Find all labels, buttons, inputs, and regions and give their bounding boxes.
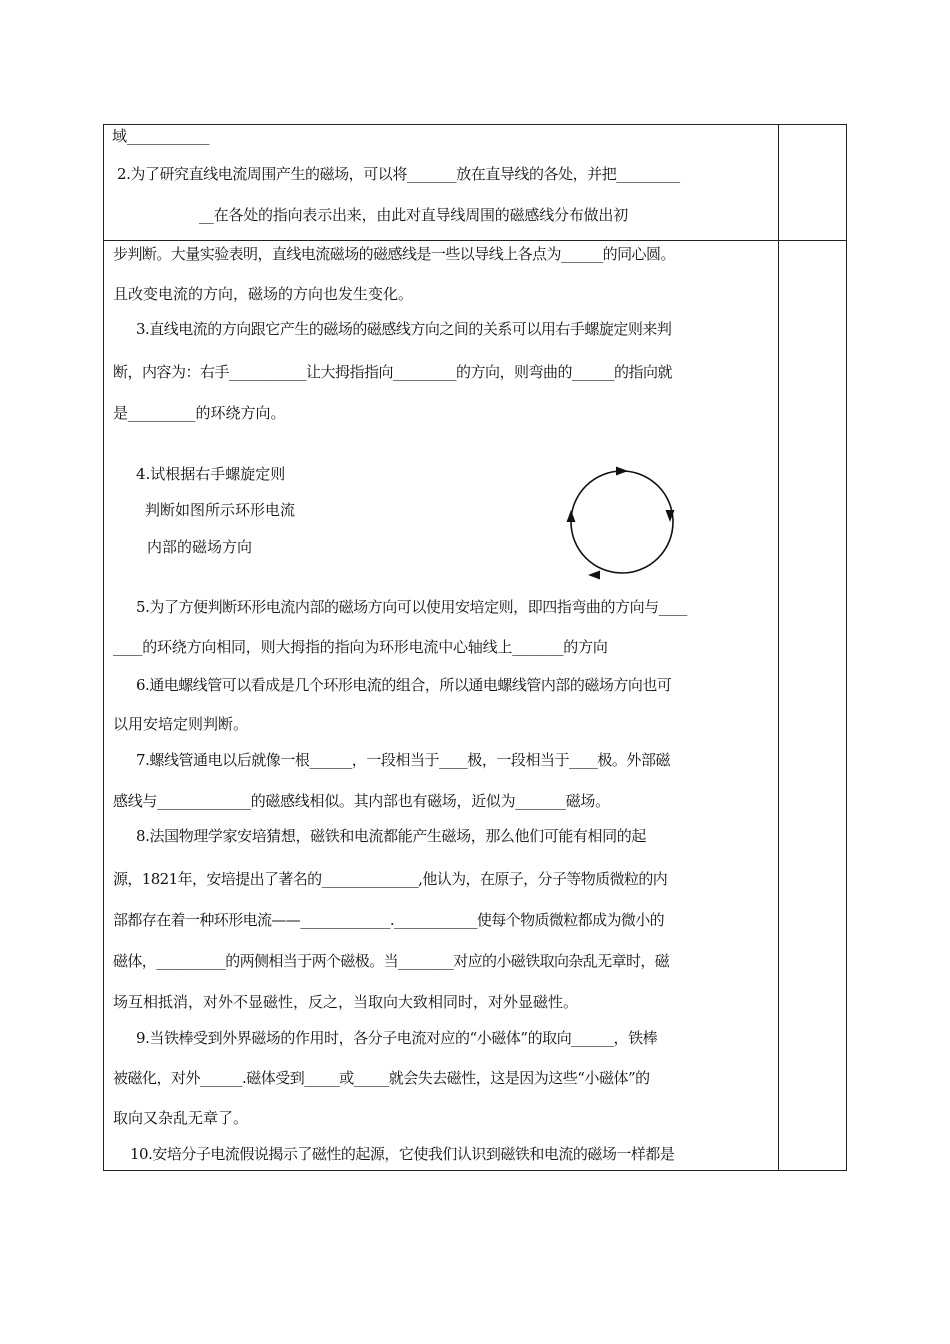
- current-arrow-bottom: [588, 571, 600, 580]
- text-line: 源，1821年，安培提出了著名的______________,他认为，在原子，分子等物质微粒的内: [113, 870, 668, 888]
- text-line: 内部的磁场方向: [147, 538, 253, 556]
- text-line: 3.直线电流的方向跟它产生的磁场的磁感线方向之间的关系可以用右手螺旋定则来判: [136, 320, 672, 338]
- text-line: 2.为了研究直线电流周围产生的磁场，可以将_______放在直导线的各处，并把_________: [117, 165, 680, 183]
- text-line: 感线与_____________的磁感线相似。其内部也有磁场，近似为_______磁场。: [113, 792, 610, 810]
- text-line: 磁体，__________的两侧相当于两个磁极。当________对应的小磁铁取向杂乱无章时，磁: [113, 952, 670, 970]
- current-arrow-left: [567, 510, 576, 522]
- text-line: __在各处的指向表示出来，由此对直导线周围的磁感线分布做出初: [199, 206, 629, 224]
- column-divider: [778, 124, 779, 1171]
- text-line: 4.试根据右手螺旋定则: [136, 465, 286, 483]
- text-line: ____的环绕方向相同，则大拇指的指向为环形电流中心轴线上_______的方向: [113, 638, 608, 656]
- text-line: 被磁化，对外______.磁体受到_____或_____就会失去磁性，这是因为这些“小磁体”的: [113, 1069, 650, 1087]
- text-line: 且改变电流的方向，磁场的方向也发生变化。: [113, 285, 414, 303]
- ring-current-diagram: [560, 460, 690, 590]
- text-line: 步判断。大量实验表明，直线电流磁场的磁感线是一些以导线上各点为______的同心圆。: [113, 245, 675, 263]
- text-line: 10.安培分子电流假说揭示了磁性的起源，它使我们认识到磁铁和电流的磁场一样都是: [130, 1145, 675, 1163]
- ring-current-loop: [571, 471, 673, 573]
- current-arrow-top: [616, 467, 628, 476]
- row-divider: [103, 240, 847, 241]
- text-line: 以用安培定则判断。: [113, 715, 249, 733]
- text-line: 7.螺线管通电以后就像一根______，一段相当于____极，一段相当于____极。外部磁: [136, 751, 671, 769]
- text-line: 是_________的环绕方向。: [113, 404, 286, 422]
- text-line: 5.为了方便判断环形电流内部的磁场方向可以使用安培定则，即四指弯曲的方向与____: [136, 598, 687, 616]
- text-line: 断，内容为：右手___________让大拇指指向_________的方向，则弯曲的______的指向就: [113, 363, 673, 381]
- text-line: 取向又杂乱无章了。: [113, 1109, 249, 1127]
- text-line: 8.法国物理学家安培猜想，磁铁和电流都能产生磁场，那么他们可能有相同的起: [136, 827, 646, 845]
- text-line: 6.通电螺线管可以看成是几个环形电流的组合，所以通电螺线管内部的磁场方向也可: [136, 676, 672, 694]
- text-line: 域___________: [112, 127, 210, 145]
- text-line: 部都存在着一种环形电流——_____________.____________使每个物质微粒都成为微小的: [113, 911, 665, 929]
- text-line: 9.当铁棒受到外界磁场的作用时，各分子电流对应的“小磁体”的取向______，铁棒: [136, 1029, 658, 1047]
- text-line: 场互相抵消，对外不显磁性，反之，当取向大致相同时，对外显磁性。: [113, 993, 579, 1011]
- text-line: 判断如图所示环形电流: [145, 501, 296, 519]
